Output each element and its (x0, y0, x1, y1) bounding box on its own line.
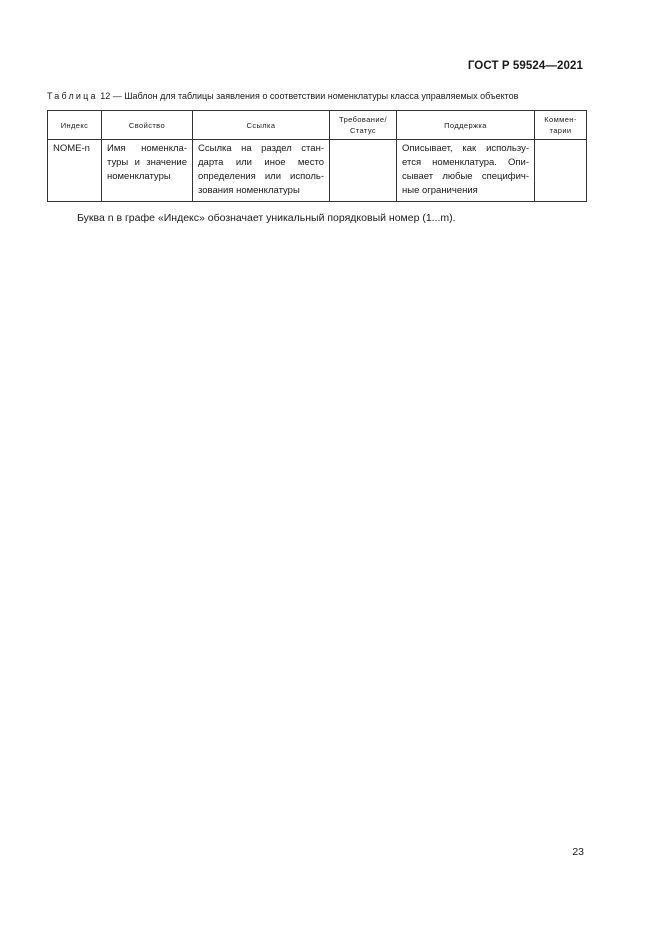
column-header-comments (535, 111, 587, 140)
column-header-property: Свойство (102, 111, 193, 140)
index-note: Буква n в графе «Индекс» обозначает уникальный порядковый номер (1...m). (77, 212, 456, 224)
cell-comments (535, 140, 587, 202)
cell-support-line: ные ограничения (402, 185, 478, 196)
cell-support-line: ется номенклатура. Опи- (402, 157, 529, 168)
column-header-comments-line2: тарии (549, 126, 572, 135)
column-header-reference: Ссылка (193, 111, 330, 140)
page-number: 23 (572, 846, 584, 858)
column-header-requirement-line1: Требование/ (339, 115, 387, 124)
cell-reference-line: Ссылка на раздел стан- (198, 143, 324, 154)
column-header-support: Поддержка (397, 111, 535, 140)
cell-reference-line: зования номенклатуры (198, 185, 300, 196)
table-header-row (48, 111, 587, 140)
cell-property-line: Имя номенкла- (107, 143, 187, 154)
cell-reference-line: дарта или иное место (198, 157, 324, 168)
table-caption (47, 91, 518, 101)
document-code: ГОСТ Р 59524—2021 (467, 60, 583, 72)
table-caption-text: 12 — Шаблон для таблицы заявления о соответствии номенклатуры класса управляемых объектов (100, 91, 519, 101)
nomenclature-conformance-table (47, 110, 587, 202)
column-header-comments-line1: Коммен- (544, 115, 577, 124)
cell-index: NOME-n (48, 140, 102, 202)
table-row (48, 140, 587, 202)
cell-reference-line: определения или исполь- (198, 171, 324, 182)
cell-requirement (330, 140, 397, 202)
cell-reference (193, 140, 330, 202)
table-caption-label: Таблица (47, 91, 98, 101)
cell-support-line: сывает любые специфич- (402, 171, 529, 182)
cell-property-line: номенклатуры (107, 171, 171, 182)
cell-support-line: Описывает, как использу- (402, 143, 529, 154)
cell-property-line: туры и значение (107, 157, 187, 168)
cell-property (102, 140, 193, 202)
column-header-requirement-line2: Статус (349, 126, 377, 135)
column-header-index: Индекс (48, 111, 102, 140)
column-header-requirement (330, 111, 397, 140)
cell-support (397, 140, 535, 202)
